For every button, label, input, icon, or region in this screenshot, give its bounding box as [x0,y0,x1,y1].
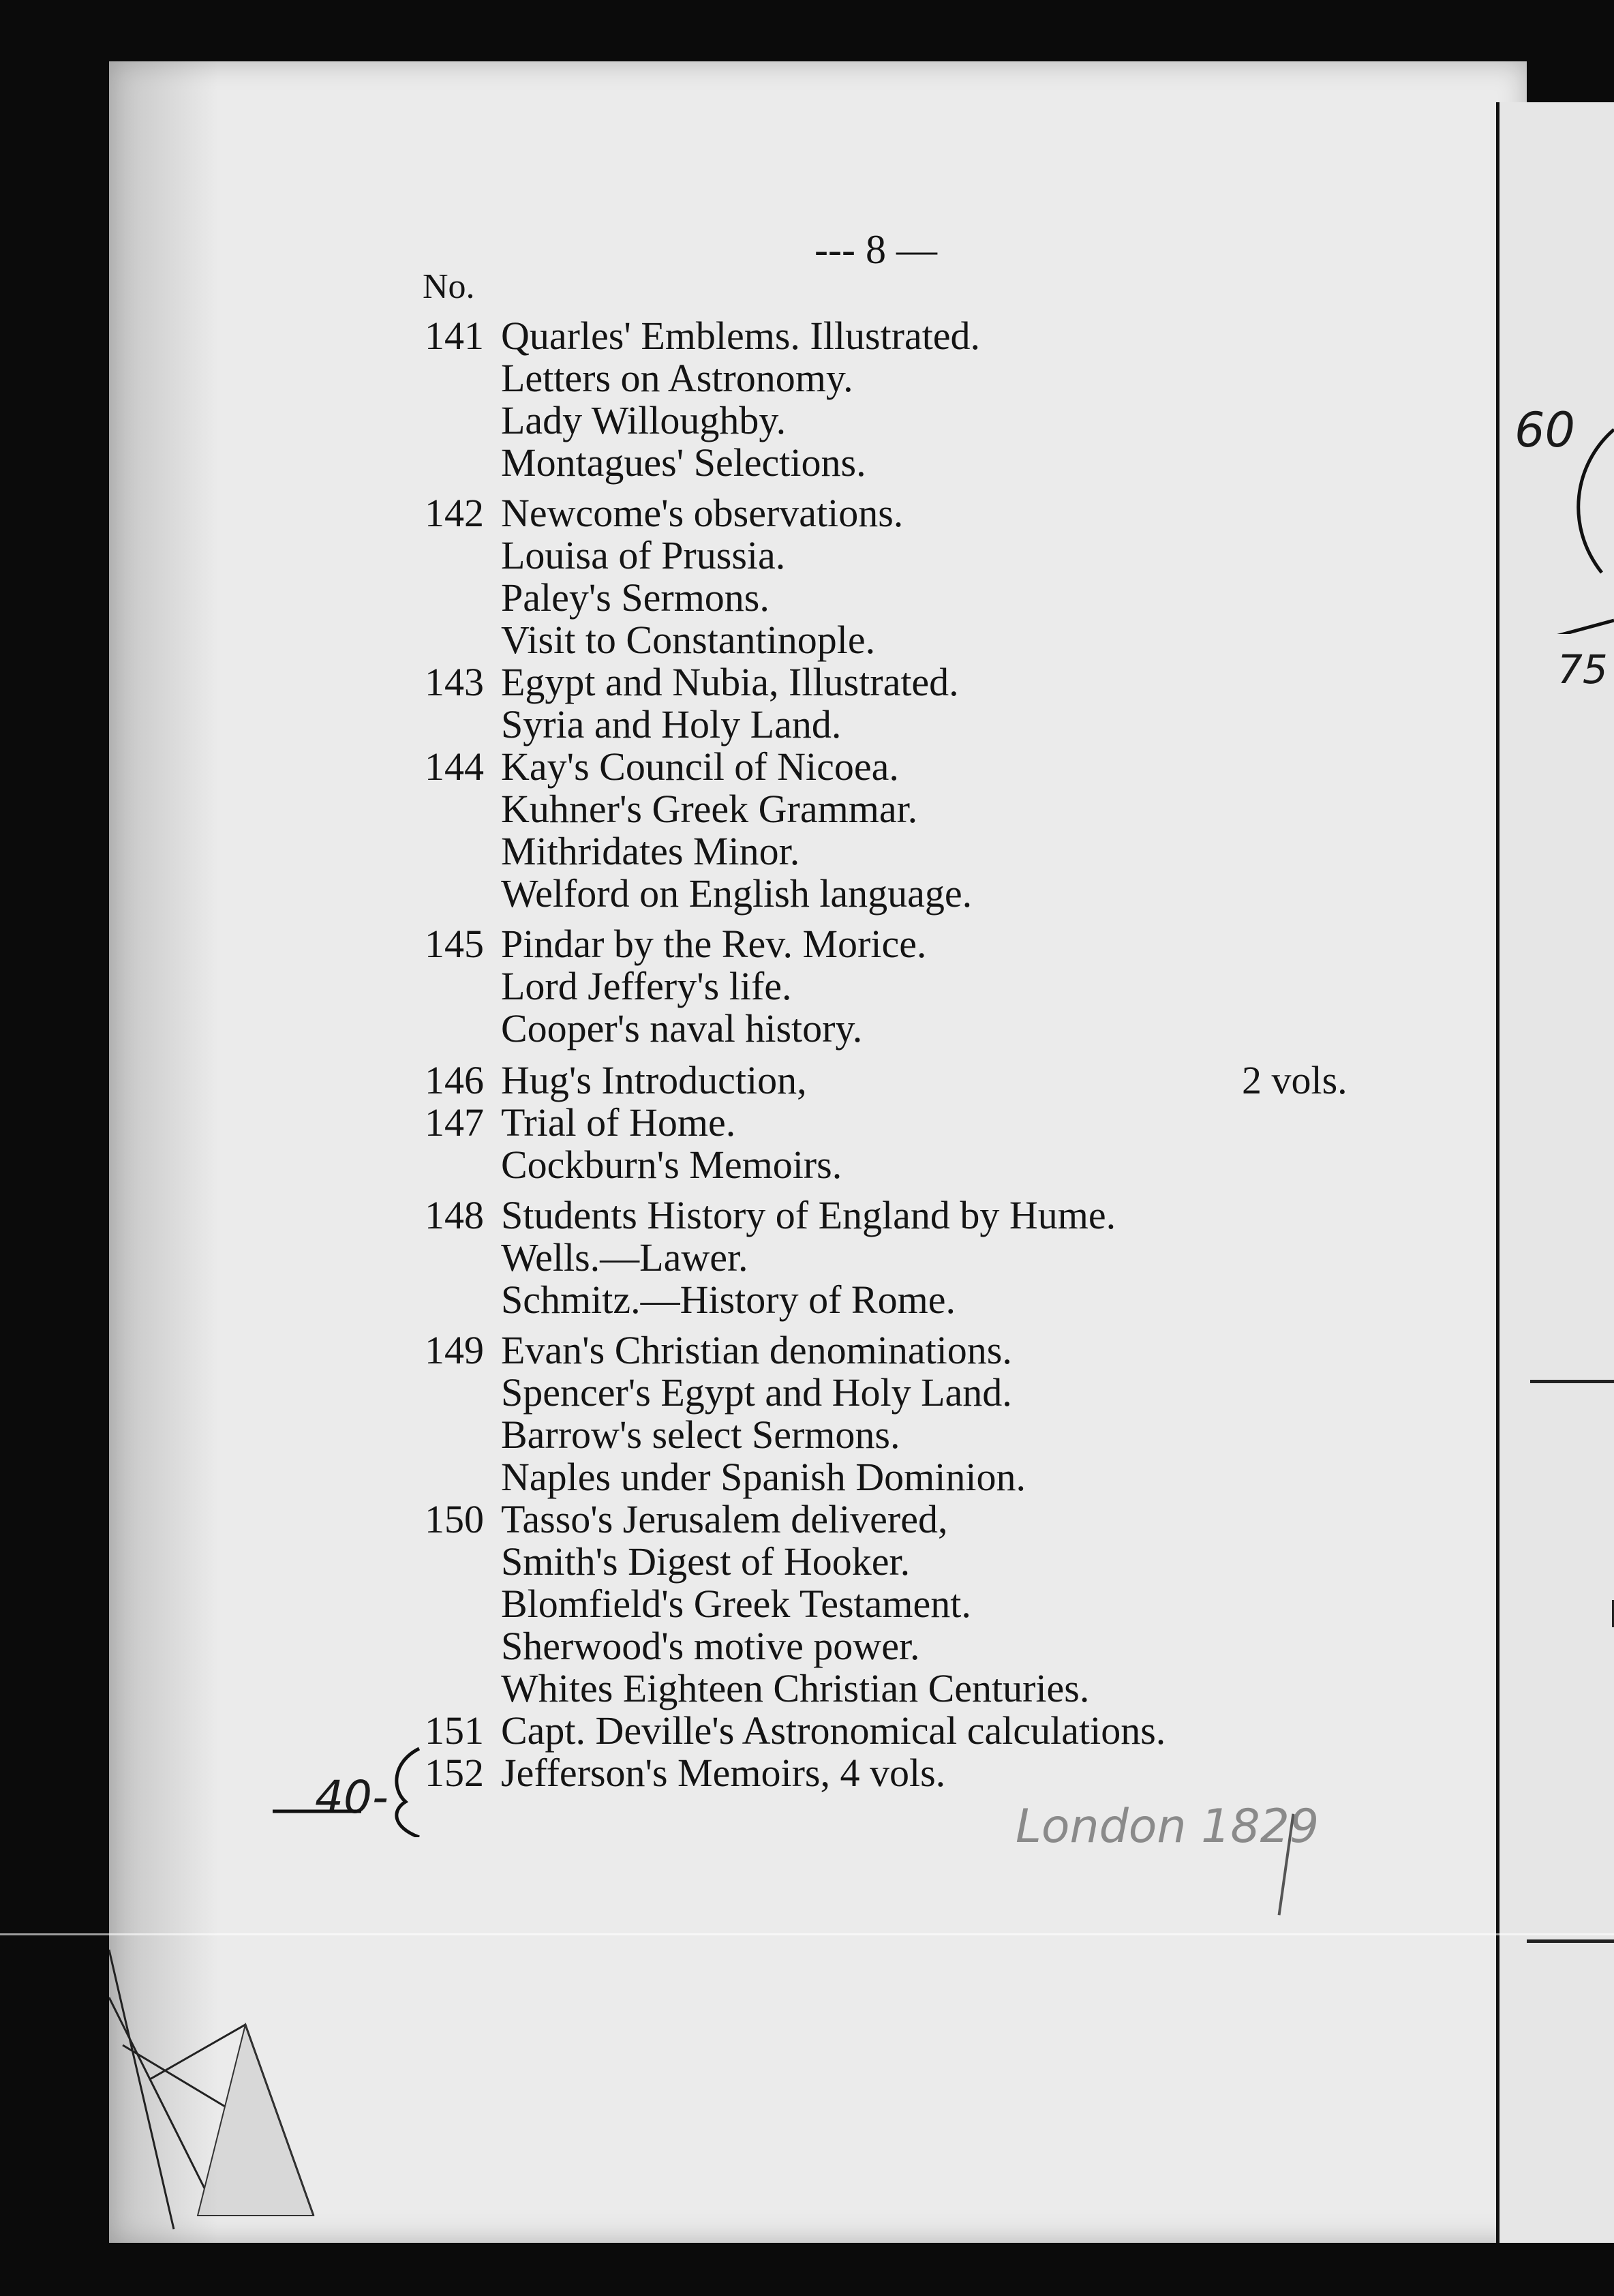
entry-title: Mithridates Minor. [501,829,800,873]
page-number: --- 8 — [814,227,937,272]
entry-title: Letters on Astronomy. [501,356,853,400]
entry-number: 142 [425,491,484,535]
scan-artifact-line [0,1933,1614,1935]
entry-title: Jefferson's Memoirs, 4 vols. [501,1751,946,1795]
handwritten-price: 40- [315,1771,389,1824]
adjacent-page [1499,102,1614,2243]
entry-number: 151 [425,1708,484,1753]
margin-note-60: 60 [1514,402,1576,458]
entry-number: 143 [425,660,484,704]
entry-title: Kuhner's Greek Grammar. [501,787,918,831]
handwritten-note: London 1829 [1016,1800,1320,1854]
entry-title: Kay's Council of Nicoea. [501,744,899,789]
entry-number: 148 [425,1193,484,1237]
entry-title: Newcome's observations. [501,491,904,535]
entry-title: Students History of England by Hume. [501,1193,1116,1237]
entry-title: Welford on English language. [501,871,973,916]
entry-title: Capt. Deville's Astronomical calculations. [501,1708,1166,1753]
entry-title: Whites Eighteen Christian Centuries. [501,1666,1090,1710]
entry-title: Paley's Sermons. [501,575,770,620]
entry-number: 141 [425,314,484,358]
entry-title: Blomfield's Greek Testament. [501,1582,971,1626]
entry-title: Tasso's Jerusalem delivered, [501,1497,948,1541]
entry-title: Wells.—Lawer. [501,1235,748,1280]
entry-title: Sherwood's motive power. [501,1624,920,1668]
price-bracket [266,1742,436,1837]
entry-volume-note: 2 vols. [1242,1058,1347,1102]
entry-title: Trial of Home. [501,1100,736,1145]
entry-title: Louisa of Prussia. [501,533,786,577]
entry-number: 150 [425,1497,484,1541]
entry-title: Egypt and Nubia, Illustrated. [501,660,959,704]
entry-title: Lady Willoughby. [501,398,787,442]
entry-title: Pindar by the Rev. Morice. [501,922,927,966]
number-column-header: No. [423,267,475,306]
entry-title: Montagues' Selections. [501,440,866,485]
entry-title: Quarles' Emblems. Illustrated. [501,314,981,358]
entry-title: Smith's Digest of Hooker. [501,1539,911,1584]
entry-title: Barrow's select Sermons. [501,1413,900,1457]
entry-title: Schmitz.—History of Rome. [501,1278,956,1322]
entry-number: 146 [425,1058,484,1102]
entry-title: Naples under Spanish Dominion. [501,1455,1026,1499]
entry-title: Hug's Introduction, [501,1058,807,1102]
entry-number: 147 [425,1100,484,1145]
entry-title: Spencer's Egypt and Holy Land. [501,1370,1012,1415]
margin-dash-1 [1530,1380,1614,1383]
entry-number: 149 [425,1328,484,1372]
margin-note-75: 75 [1557,646,1608,693]
entry-number: 145 [425,922,484,966]
entry-number: 144 [425,744,484,789]
entry-number: 152 [425,1751,484,1795]
entry-title: Syria and Holy Land. [501,702,842,746]
torn-corner-lines [109,1943,327,2243]
entry-title: Lord Jeffery's life. [501,964,792,1008]
entry-title: Cooper's naval history. [501,1006,863,1051]
page-edge-shadow [109,61,218,2243]
margin-dash-3 [1527,1939,1614,1943]
entry-title: Visit to Constantinople. [501,618,876,662]
entry-title: Evan's Christian denominations. [501,1328,1012,1372]
entry-title: Cockburn's Memoirs. [501,1143,842,1187]
margin-arc-mark [1499,389,1614,634]
